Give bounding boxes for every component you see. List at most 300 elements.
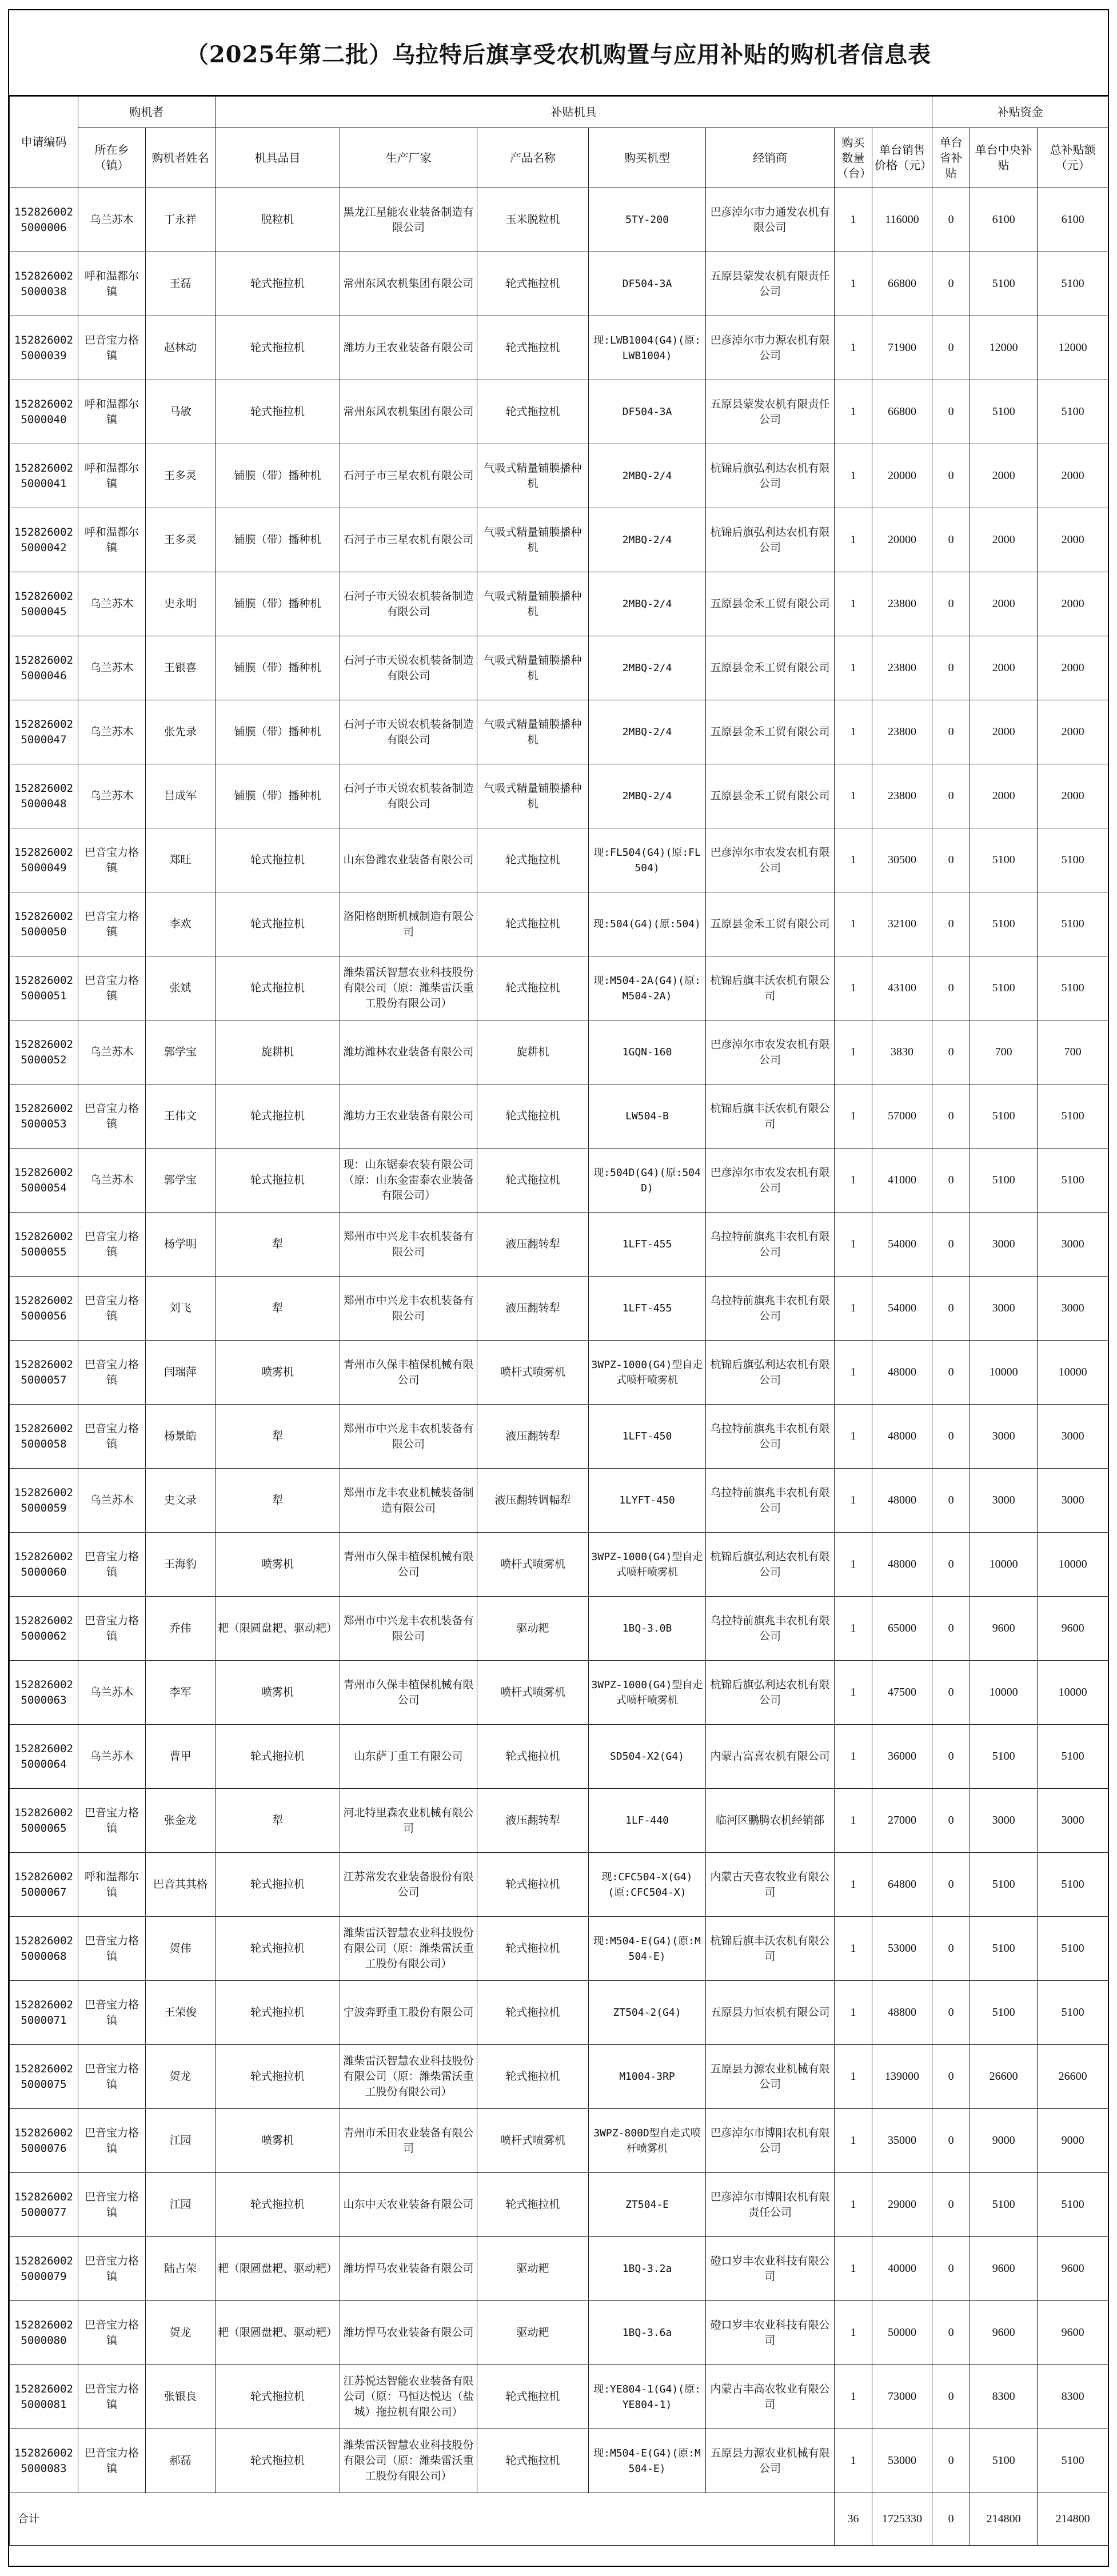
cell-name: 贺伟 bbox=[146, 1917, 216, 1981]
cell-town: 巴音宝力格镇 bbox=[78, 1597, 146, 1661]
cell-total: 10000 bbox=[1038, 1533, 1108, 1597]
cell-category: 犁 bbox=[216, 1213, 340, 1277]
cell-category: 轮式拖拉机 bbox=[216, 380, 340, 444]
cell-product: 轮式拖拉机 bbox=[477, 252, 589, 316]
cell-product: 轮式拖拉机 bbox=[477, 2429, 589, 2493]
cell-total: 5100 bbox=[1038, 2173, 1108, 2237]
cell-price: 27000 bbox=[872, 1789, 932, 1853]
cell-price: 43100 bbox=[872, 956, 932, 1020]
cell-code: 1528260025000055 bbox=[10, 1213, 78, 1277]
header-name: 购机者姓名 bbox=[146, 128, 216, 188]
cell-model: 3WPZ-1000(G4)型自走式喷杆喷雾机 bbox=[589, 1533, 706, 1597]
table-row bbox=[10, 1917, 1108, 1981]
table-row bbox=[10, 1469, 1108, 1533]
table-row bbox=[10, 1213, 1108, 1277]
cell-price: 54000 bbox=[872, 1277, 932, 1341]
cell-prov: 0 bbox=[932, 508, 970, 572]
cell-town: 巴音宝力格镇 bbox=[78, 316, 146, 380]
header-price: 单台销售价格（元） bbox=[872, 128, 932, 188]
cell-model: 现:YE804-1(G4)(原:YE804-1) bbox=[589, 2365, 706, 2429]
cell-product: 气吸式精量铺膜播种机 bbox=[477, 700, 589, 764]
cell-total: 2000 bbox=[1038, 764, 1108, 828]
cell-code: 1528260025000050 bbox=[10, 892, 78, 956]
cell-name: 郭学宝 bbox=[146, 1149, 216, 1213]
table-row bbox=[10, 572, 1108, 636]
cell-name: 王多灵 bbox=[146, 508, 216, 572]
total-amount: 214800 bbox=[1038, 2493, 1108, 2546]
cell-price: 48000 bbox=[872, 1341, 932, 1405]
cell-qty: 1 bbox=[835, 572, 872, 636]
cell-code: 1528260025000049 bbox=[10, 828, 78, 892]
cell-price: 57000 bbox=[872, 1084, 932, 1149]
table-row bbox=[10, 828, 1108, 892]
cell-product: 轮式拖拉机 bbox=[477, 2365, 589, 2429]
cell-model: 1LFT-450 bbox=[589, 1405, 706, 1469]
cell-product: 驱动耙 bbox=[477, 2301, 589, 2365]
cell-central: 5100 bbox=[970, 1149, 1038, 1213]
cell-model: 现:504D(G4)(原:504D) bbox=[589, 1149, 706, 1213]
table-body bbox=[10, 188, 1108, 2546]
cell-price: 20000 bbox=[872, 508, 932, 572]
header-central: 单台中央补贴 bbox=[970, 128, 1038, 188]
table-row bbox=[10, 636, 1108, 700]
cell-code: 1528260025000042 bbox=[10, 508, 78, 572]
cell-code: 1528260025000048 bbox=[10, 764, 78, 828]
cell-code: 1528260025000067 bbox=[10, 1853, 78, 1917]
cell-model: 现:FL504(G4)(原:FL504) bbox=[589, 828, 706, 892]
cell-qty: 1 bbox=[835, 380, 872, 444]
cell-total: 2000 bbox=[1038, 636, 1108, 700]
cell-product: 轮式拖拉机 bbox=[477, 1084, 589, 1149]
cell-product: 液压翻转调幅犁 bbox=[477, 1469, 589, 1533]
cell-dealer: 五原县力源农业机械有限公司 bbox=[706, 2045, 835, 2109]
cell-name: 乔伟 bbox=[146, 1597, 216, 1661]
cell-name: 贺龙 bbox=[146, 2301, 216, 2365]
cell-town: 乌兰苏木 bbox=[78, 188, 146, 252]
cell-product: 喷杆式喷雾机 bbox=[477, 1533, 589, 1597]
cell-qty: 1 bbox=[835, 1981, 872, 2045]
cell-dealer: 杭锦后旗丰沃农机有限公司 bbox=[706, 1084, 835, 1149]
cell-category: 耙（限圆盘耙、驱动耙） bbox=[216, 2301, 340, 2365]
table-row bbox=[10, 1533, 1108, 1597]
cell-central: 3000 bbox=[970, 1277, 1038, 1341]
cell-dealer: 杭锦后旗丰沃农机有限公司 bbox=[706, 1917, 835, 1981]
cell-total: 2000 bbox=[1038, 508, 1108, 572]
cell-model: 1LFT-455 bbox=[589, 1277, 706, 1341]
cell-town: 巴音宝力格镇 bbox=[78, 892, 146, 956]
cell-total: 9600 bbox=[1038, 1597, 1108, 1661]
cell-dealer: 巴彦淖尔市农发农机有限公司 bbox=[706, 1020, 835, 1084]
cell-maker: 潍柴雷沃智慧农业科技股份有限公司（原：潍柴雷沃重工股份有限公司） bbox=[340, 2429, 477, 2493]
cell-maker: 常州东风农机集团有限公司 bbox=[340, 380, 477, 444]
cell-name: 史永明 bbox=[146, 572, 216, 636]
cell-central: 5100 bbox=[970, 380, 1038, 444]
cell-maker: 洛阳格朗斯机械制造有限公司 bbox=[340, 892, 477, 956]
cell-total: 3000 bbox=[1038, 1405, 1108, 1469]
cell-dealer: 内蒙古天喜农牧业有限公司 bbox=[706, 1853, 835, 1917]
cell-code: 1528260025000079 bbox=[10, 2237, 78, 2301]
cell-town: 巴音宝力格镇 bbox=[78, 1789, 146, 1853]
cell-qty: 1 bbox=[835, 2045, 872, 2109]
table-row bbox=[10, 764, 1108, 828]
cell-code: 1528260025000045 bbox=[10, 572, 78, 636]
cell-maker: 江苏悦达智能农业装备有限公司（原：马恒达悦达（盐城）拖拉机有限公司） bbox=[340, 2365, 477, 2429]
table-row bbox=[10, 2237, 1108, 2301]
cell-code: 1528260025000075 bbox=[10, 2045, 78, 2109]
cell-qty: 1 bbox=[835, 1084, 872, 1149]
cell-product: 液压翻转犁 bbox=[477, 1213, 589, 1277]
cell-maker: 青州市久保丰植保机械有限公司 bbox=[340, 1661, 477, 1725]
cell-maker: 山东鲁潍农业装备有限公司 bbox=[340, 828, 477, 892]
table-row bbox=[10, 1341, 1108, 1405]
cell-central: 5100 bbox=[970, 1725, 1038, 1789]
cell-code: 1528260025000047 bbox=[10, 700, 78, 764]
cell-maker: 黑龙江星能农业装备制造有限公司 bbox=[340, 188, 477, 252]
cell-category: 轮式拖拉机 bbox=[216, 2173, 340, 2237]
cell-total: 5100 bbox=[1038, 1084, 1108, 1149]
cell-qty: 1 bbox=[835, 2237, 872, 2301]
cell-prov: 0 bbox=[932, 2237, 970, 2301]
cell-qty: 1 bbox=[835, 1661, 872, 1725]
cell-prov: 0 bbox=[932, 1533, 970, 1597]
cell-prov: 0 bbox=[932, 892, 970, 956]
page-title: （2025年第二批）乌拉特后旗享受农机购置与应用补贴的购机者信息表 bbox=[9, 10, 1108, 96]
cell-dealer: 五原县金禾工贸有限公司 bbox=[706, 636, 835, 700]
cell-central: 2000 bbox=[970, 572, 1038, 636]
table-row bbox=[10, 1277, 1108, 1341]
cell-category: 脱粒机 bbox=[216, 188, 340, 252]
cell-qty: 1 bbox=[835, 444, 872, 508]
cell-total: 5100 bbox=[1038, 1917, 1108, 1981]
cell-central: 5100 bbox=[970, 956, 1038, 1020]
cell-maker: 青州市禾田农业装备有限公司 bbox=[340, 2109, 477, 2173]
cell-total: 3000 bbox=[1038, 1469, 1108, 1533]
cell-price: 54000 bbox=[872, 1213, 932, 1277]
cell-price: 20000 bbox=[872, 444, 932, 508]
cell-total: 9600 bbox=[1038, 2237, 1108, 2301]
cell-model: 现:CFC504-X(G4)(原:CFC504-X) bbox=[589, 1853, 706, 1917]
cell-maker: 石河子市三星农机有限公司 bbox=[340, 444, 477, 508]
cell-product: 喷杆式喷雾机 bbox=[477, 2109, 589, 2173]
cell-product: 气吸式精量铺膜播种机 bbox=[477, 508, 589, 572]
cell-price: 30500 bbox=[872, 828, 932, 892]
cell-maker: 石河子市天锐农机装备制造有限公司 bbox=[340, 764, 477, 828]
cell-code: 1528260025000062 bbox=[10, 1597, 78, 1661]
cell-model: 3WPZ-1000(G4)型自走式喷杆喷雾机 bbox=[589, 1341, 706, 1405]
cell-dealer: 巴彦淖尔市力通发农机有限公司 bbox=[706, 188, 835, 252]
cell-product: 玉米脱粒机 bbox=[477, 188, 589, 252]
table-row bbox=[10, 1789, 1108, 1853]
cell-price: 29000 bbox=[872, 2173, 932, 2237]
cell-category: 轮式拖拉机 bbox=[216, 828, 340, 892]
cell-total: 5100 bbox=[1038, 252, 1108, 316]
cell-total: 5100 bbox=[1038, 828, 1108, 892]
cell-price: 73000 bbox=[872, 2365, 932, 2429]
cell-central: 5100 bbox=[970, 252, 1038, 316]
cell-town: 巴音宝力格镇 bbox=[78, 1277, 146, 1341]
cell-dealer: 乌拉特前旗兆丰农机有限公司 bbox=[706, 1213, 835, 1277]
cell-qty: 1 bbox=[835, 1469, 872, 1533]
cell-dealer: 乌拉特前旗兆丰农机有限公司 bbox=[706, 1469, 835, 1533]
cell-product: 轮式拖拉机 bbox=[477, 956, 589, 1020]
cell-qty: 1 bbox=[835, 1277, 872, 1341]
cell-maker: 郑州市龙丰农业机械装备制造有限公司 bbox=[340, 1469, 477, 1533]
cell-qty: 1 bbox=[835, 1213, 872, 1277]
cell-name: 张先录 bbox=[146, 700, 216, 764]
cell-model: SD504-X2(G4) bbox=[589, 1725, 706, 1789]
cell-maker: 潍柴雷沃智慧农业科技股份有限公司（原：潍柴雷沃重工股份有限公司） bbox=[340, 2045, 477, 2109]
cell-central: 5100 bbox=[970, 1981, 1038, 2045]
cell-product: 气吸式精量铺膜播种机 bbox=[477, 444, 589, 508]
cell-code: 1528260025000058 bbox=[10, 1405, 78, 1469]
cell-prov: 0 bbox=[932, 1213, 970, 1277]
cell-prov: 0 bbox=[932, 1341, 970, 1405]
cell-category: 轮式拖拉机 bbox=[216, 252, 340, 316]
cell-dealer: 巴彦淖尔市博阳农机有限公司 bbox=[706, 2109, 835, 2173]
cell-dealer: 内蒙古富喜农机有限公司 bbox=[706, 1725, 835, 1789]
table-row bbox=[10, 2109, 1108, 2173]
cell-qty: 1 bbox=[835, 956, 872, 1020]
cell-central: 9600 bbox=[970, 2237, 1038, 2301]
cell-maker: 石河子市天锐农机装备制造有限公司 bbox=[340, 636, 477, 700]
cell-name: 李欢 bbox=[146, 892, 216, 956]
table-row bbox=[10, 1084, 1108, 1149]
table-row bbox=[10, 2301, 1108, 2365]
cell-central: 2000 bbox=[970, 700, 1038, 764]
cell-dealer: 五原县力源农业机械有限公司 bbox=[706, 2429, 835, 2493]
table-row bbox=[10, 444, 1108, 508]
cell-category: 铺膜（带）播种机 bbox=[216, 572, 340, 636]
cell-central: 2000 bbox=[970, 444, 1038, 508]
cell-qty: 1 bbox=[835, 636, 872, 700]
cell-central: 5100 bbox=[970, 2173, 1038, 2237]
cell-central: 3000 bbox=[970, 1469, 1038, 1533]
cell-total: 5100 bbox=[1038, 380, 1108, 444]
cell-town: 巴音宝力格镇 bbox=[78, 828, 146, 892]
cell-name: 王多灵 bbox=[146, 444, 216, 508]
cell-category: 旋耕机 bbox=[216, 1020, 340, 1084]
table-row bbox=[10, 508, 1108, 572]
table-row bbox=[10, 700, 1108, 764]
cell-category: 铺膜（带）播种机 bbox=[216, 700, 340, 764]
cell-model: M1004-3RP bbox=[589, 2045, 706, 2109]
cell-qty: 1 bbox=[835, 188, 872, 252]
cell-model: 3WPZ-1000(G4)型自走式喷杆喷雾机 bbox=[589, 1661, 706, 1725]
cell-model: 1BQ-3.6a bbox=[589, 2301, 706, 2365]
cell-code: 1528260025000006 bbox=[10, 188, 78, 252]
header-code: 申请编码 bbox=[10, 97, 78, 188]
cell-total: 2000 bbox=[1038, 572, 1108, 636]
cell-name: 王海豹 bbox=[146, 1533, 216, 1597]
cell-prov: 0 bbox=[932, 636, 970, 700]
cell-category: 喷雾机 bbox=[216, 2109, 340, 2173]
cell-category: 轮式拖拉机 bbox=[216, 2365, 340, 2429]
cell-dealer: 五原县金禾工贸有限公司 bbox=[706, 700, 835, 764]
cell-dealer: 乌拉特前旗兆丰农机有限公司 bbox=[706, 1597, 835, 1661]
cell-category: 犁 bbox=[216, 1405, 340, 1469]
cell-product: 轮式拖拉机 bbox=[477, 2045, 589, 2109]
cell-model: 3WPZ-800D型自走式喷杆喷雾机 bbox=[589, 2109, 706, 2173]
cell-model: DF504-3A bbox=[589, 380, 706, 444]
cell-maker: 潍坊悍马农业装备有限公司 bbox=[340, 2237, 477, 2301]
cell-model: 2MBQ-2/4 bbox=[589, 572, 706, 636]
cell-name: 陆占荣 bbox=[146, 2237, 216, 2301]
total-price: 1725330 bbox=[872, 2493, 932, 2546]
cell-prov: 0 bbox=[932, 2429, 970, 2493]
cell-product: 液压翻转犁 bbox=[477, 1277, 589, 1341]
cell-name: 丁永祥 bbox=[146, 188, 216, 252]
cell-model: LW504-B bbox=[589, 1084, 706, 1149]
cell-product: 气吸式精量铺膜播种机 bbox=[477, 636, 589, 700]
cell-prov: 0 bbox=[932, 2365, 970, 2429]
header-buyer-group: 购机者 bbox=[78, 97, 216, 128]
cell-town: 巴音宝力格镇 bbox=[78, 1341, 146, 1405]
cell-name: 史文录 bbox=[146, 1469, 216, 1533]
cell-category: 喷雾机 bbox=[216, 1341, 340, 1405]
cell-central: 5100 bbox=[970, 892, 1038, 956]
cell-town: 乌兰苏木 bbox=[78, 1149, 146, 1213]
cell-total: 3000 bbox=[1038, 1277, 1108, 1341]
cell-qty: 1 bbox=[835, 2301, 872, 2365]
cell-total: 5100 bbox=[1038, 2429, 1108, 2493]
cell-product: 轮式拖拉机 bbox=[477, 892, 589, 956]
cell-price: 40000 bbox=[872, 2237, 932, 2301]
cell-maker: 常州东风农机集团有限公司 bbox=[340, 252, 477, 316]
cell-maker: 潍坊潍林农业装备有限公司 bbox=[340, 1020, 477, 1084]
cell-central: 2000 bbox=[970, 764, 1038, 828]
cell-dealer: 乌拉特前旗兆丰农机有限公司 bbox=[706, 1405, 835, 1469]
cell-category: 喷雾机 bbox=[216, 1661, 340, 1725]
table-row bbox=[10, 2365, 1108, 2429]
cell-model: 1LFT-455 bbox=[589, 1213, 706, 1277]
cell-qty: 1 bbox=[835, 508, 872, 572]
cell-prov: 0 bbox=[932, 1405, 970, 1469]
cell-maker: 山东萨丁重工有限公司 bbox=[340, 1725, 477, 1789]
cell-maker: 潍坊力王农业装备有限公司 bbox=[340, 316, 477, 380]
cell-town: 乌兰苏木 bbox=[78, 764, 146, 828]
cell-category: 犁 bbox=[216, 1277, 340, 1341]
cell-model: 现:M504-2A(G4)(原:M504-2A) bbox=[589, 956, 706, 1020]
cell-price: 53000 bbox=[872, 1917, 932, 1981]
cell-central: 3000 bbox=[970, 1405, 1038, 1469]
header-machine-group: 补贴机具 bbox=[216, 97, 932, 128]
cell-prov: 0 bbox=[932, 572, 970, 636]
cell-central: 12000 bbox=[970, 316, 1038, 380]
header-maker: 生产厂家 bbox=[340, 128, 477, 188]
table-row bbox=[10, 1405, 1108, 1469]
cell-qty: 1 bbox=[835, 828, 872, 892]
cell-town: 巴音宝力格镇 bbox=[78, 2365, 146, 2429]
cell-category: 耙（限圆盘耙、驱动耙） bbox=[216, 1597, 340, 1661]
cell-category: 轮式拖拉机 bbox=[216, 1149, 340, 1213]
cell-qty: 1 bbox=[835, 2173, 872, 2237]
table-row bbox=[10, 956, 1108, 1020]
cell-name: 贺龙 bbox=[146, 2045, 216, 2109]
cell-product: 轮式拖拉机 bbox=[477, 1149, 589, 1213]
cell-town: 巴音宝力格镇 bbox=[78, 1533, 146, 1597]
cell-code: 1528260025000046 bbox=[10, 636, 78, 700]
table-row bbox=[10, 380, 1108, 444]
cell-code: 1528260025000053 bbox=[10, 1084, 78, 1149]
cell-dealer: 杭锦后旗弘利达农机有限公司 bbox=[706, 1341, 835, 1405]
cell-qty: 1 bbox=[835, 2365, 872, 2429]
subsidy-table bbox=[9, 96, 1108, 2546]
cell-price: 32100 bbox=[872, 892, 932, 956]
table-row bbox=[10, 1020, 1108, 1084]
cell-maker: 宁波奔野重工股份有限公司 bbox=[340, 1981, 477, 2045]
cell-central: 26600 bbox=[970, 2045, 1038, 2109]
cell-price: 47500 bbox=[872, 1661, 932, 1725]
total-row bbox=[10, 2493, 1108, 2546]
cell-category: 轮式拖拉机 bbox=[216, 1853, 340, 1917]
cell-central: 2000 bbox=[970, 636, 1038, 700]
table-row bbox=[10, 188, 1108, 252]
cell-central: 10000 bbox=[970, 1341, 1038, 1405]
cell-central: 2000 bbox=[970, 508, 1038, 572]
cell-price: 116000 bbox=[872, 188, 932, 252]
header-total: 总补贴额（元） bbox=[1038, 128, 1108, 188]
cell-prov: 0 bbox=[932, 2045, 970, 2109]
cell-price: 23800 bbox=[872, 700, 932, 764]
table-row bbox=[10, 1661, 1108, 1725]
cell-name: 王荣俊 bbox=[146, 1981, 216, 2045]
cell-price: 23800 bbox=[872, 636, 932, 700]
document-sheet bbox=[8, 9, 1109, 2567]
cell-price: 65000 bbox=[872, 1597, 932, 1661]
cell-town: 乌兰苏木 bbox=[78, 636, 146, 700]
cell-total: 10000 bbox=[1038, 1341, 1108, 1405]
cell-prov: 0 bbox=[932, 1277, 970, 1341]
cell-product: 液压翻转犁 bbox=[477, 1405, 589, 1469]
cell-qty: 1 bbox=[835, 700, 872, 764]
cell-name: 刘飞 bbox=[146, 1277, 216, 1341]
cell-product: 轮式拖拉机 bbox=[477, 828, 589, 892]
cell-code: 1528260025000041 bbox=[10, 444, 78, 508]
cell-dealer: 杭锦后旗丰沃农机有限公司 bbox=[706, 956, 835, 1020]
cell-model: 2MBQ-2/4 bbox=[589, 700, 706, 764]
cell-total: 2000 bbox=[1038, 444, 1108, 508]
cell-maker: 潍柴雷沃智慧农业科技股份有限公司（原：潍柴雷沃重工股份有限公司） bbox=[340, 956, 477, 1020]
cell-category: 犁 bbox=[216, 1469, 340, 1533]
cell-price: 50000 bbox=[872, 2301, 932, 2365]
cell-code: 1528260025000059 bbox=[10, 1469, 78, 1533]
cell-prov: 0 bbox=[932, 1981, 970, 2045]
cell-prov: 0 bbox=[932, 188, 970, 252]
cell-prov: 0 bbox=[932, 380, 970, 444]
cell-town: 巴音宝力格镇 bbox=[78, 1405, 146, 1469]
cell-model: 1LYFT-450 bbox=[589, 1469, 706, 1533]
cell-code: 1528260025000083 bbox=[10, 2429, 78, 2493]
cell-qty: 1 bbox=[835, 1020, 872, 1084]
cell-total: 5100 bbox=[1038, 1725, 1108, 1789]
cell-town: 乌兰苏木 bbox=[78, 1661, 146, 1725]
cell-central: 10000 bbox=[970, 1533, 1038, 1597]
header-product: 产品名称 bbox=[477, 128, 589, 188]
cell-code: 1528260025000052 bbox=[10, 1020, 78, 1084]
cell-central: 5100 bbox=[970, 1084, 1038, 1149]
cell-model: DF504-3A bbox=[589, 252, 706, 316]
cell-maker: 潍坊悍马农业装备有限公司 bbox=[340, 2301, 477, 2365]
cell-category: 轮式拖拉机 bbox=[216, 892, 340, 956]
cell-model: 现:504(G4)(原:504) bbox=[589, 892, 706, 956]
cell-qty: 1 bbox=[835, 2109, 872, 2173]
cell-total: 10000 bbox=[1038, 1661, 1108, 1725]
cell-price: 48000 bbox=[872, 1533, 932, 1597]
cell-category: 铺膜（带）播种机 bbox=[216, 508, 340, 572]
cell-qty: 1 bbox=[835, 892, 872, 956]
cell-total: 5100 bbox=[1038, 1149, 1108, 1213]
cell-category: 轮式拖拉机 bbox=[216, 1084, 340, 1149]
